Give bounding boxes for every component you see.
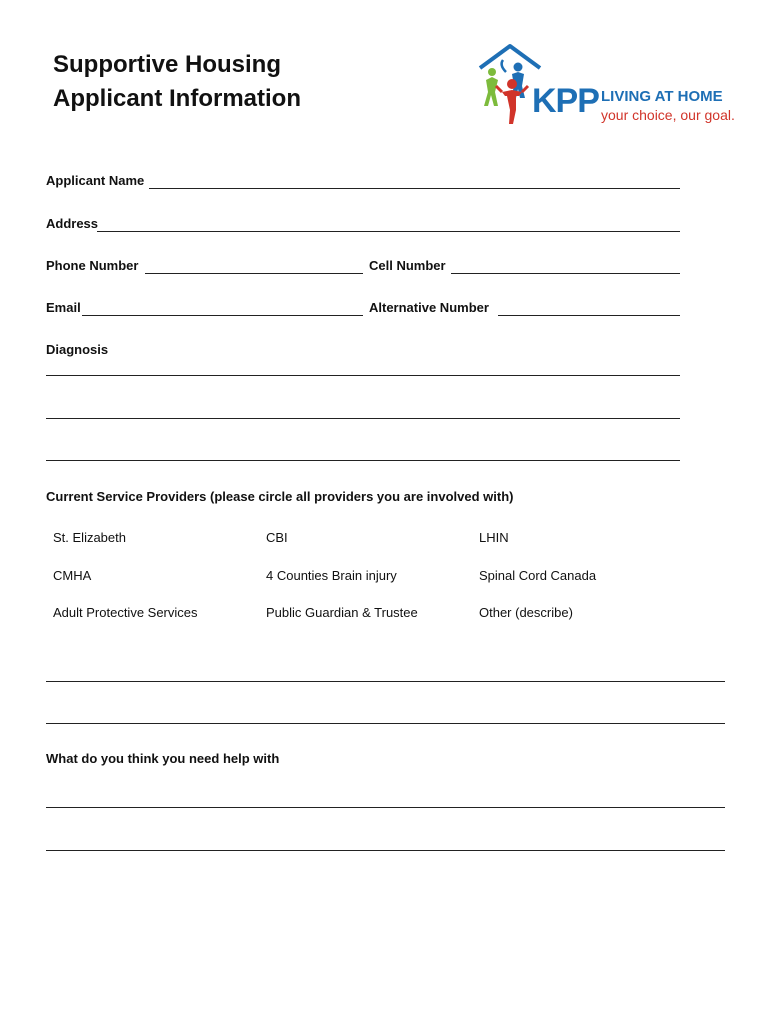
- logo-tagline: your choice, our goal.: [601, 107, 735, 123]
- logo-brand-text: KPP: [532, 82, 599, 120]
- diagnosis-line-1[interactable]: [46, 375, 680, 376]
- cell-number-field[interactable]: [451, 273, 680, 274]
- alternative-number-label: Alternative Number: [369, 300, 489, 315]
- email-field[interactable]: [82, 315, 363, 316]
- form-title-line2: Applicant Information: [53, 85, 301, 112]
- kpp-logo: [476, 40, 738, 130]
- providers-heading: Current Service Providers (please circle all providers you are involved with): [46, 489, 514, 504]
- provider-adult-protective-services[interactable]: Adult Protective Services: [53, 605, 198, 620]
- phone-number-label: Phone Number: [46, 258, 139, 273]
- provider-public-guardian-trustee[interactable]: Public Guardian & Trustee: [266, 605, 418, 620]
- provider-spinal-cord-canada[interactable]: Spinal Cord Canada: [479, 568, 597, 583]
- diagnosis-line-3[interactable]: [46, 460, 680, 461]
- phone-number-field[interactable]: [145, 273, 363, 274]
- alternative-number-field[interactable]: [498, 315, 680, 316]
- provider-cmha[interactable]: CMHA: [53, 568, 92, 583]
- email-label: Email: [46, 300, 81, 315]
- diagnosis-line-2[interactable]: [46, 418, 680, 419]
- help-heading: What do you think you need help with: [46, 751, 280, 766]
- help-line-1[interactable]: [46, 807, 725, 808]
- logo-program-text: LIVING AT HOME: [601, 88, 723, 105]
- diagnosis-label: Diagnosis: [46, 342, 109, 357]
- provider-st-elizabeth[interactable]: St. Elizabeth: [53, 530, 126, 545]
- applicant-name-field[interactable]: [149, 188, 680, 189]
- providers-describe-line-2[interactable]: [46, 723, 725, 724]
- provider-other-describe[interactable]: Other (describe): [479, 605, 573, 620]
- cell-number-label: Cell Number: [369, 258, 446, 273]
- applicant-name-label: Applicant Name: [46, 173, 145, 188]
- form-title-line1: Supportive Housing: [53, 51, 281, 78]
- address-label: Address: [46, 216, 99, 231]
- help-line-2[interactable]: [46, 850, 725, 851]
- providers-describe-line-1[interactable]: [46, 681, 725, 682]
- address-field[interactable]: [97, 231, 680, 232]
- provider-lhin[interactable]: LHIN: [479, 530, 509, 545]
- provider-4-counties-brain-injury[interactable]: 4 Counties Brain injury: [266, 568, 397, 583]
- provider-cbi[interactable]: CBI: [266, 530, 288, 545]
